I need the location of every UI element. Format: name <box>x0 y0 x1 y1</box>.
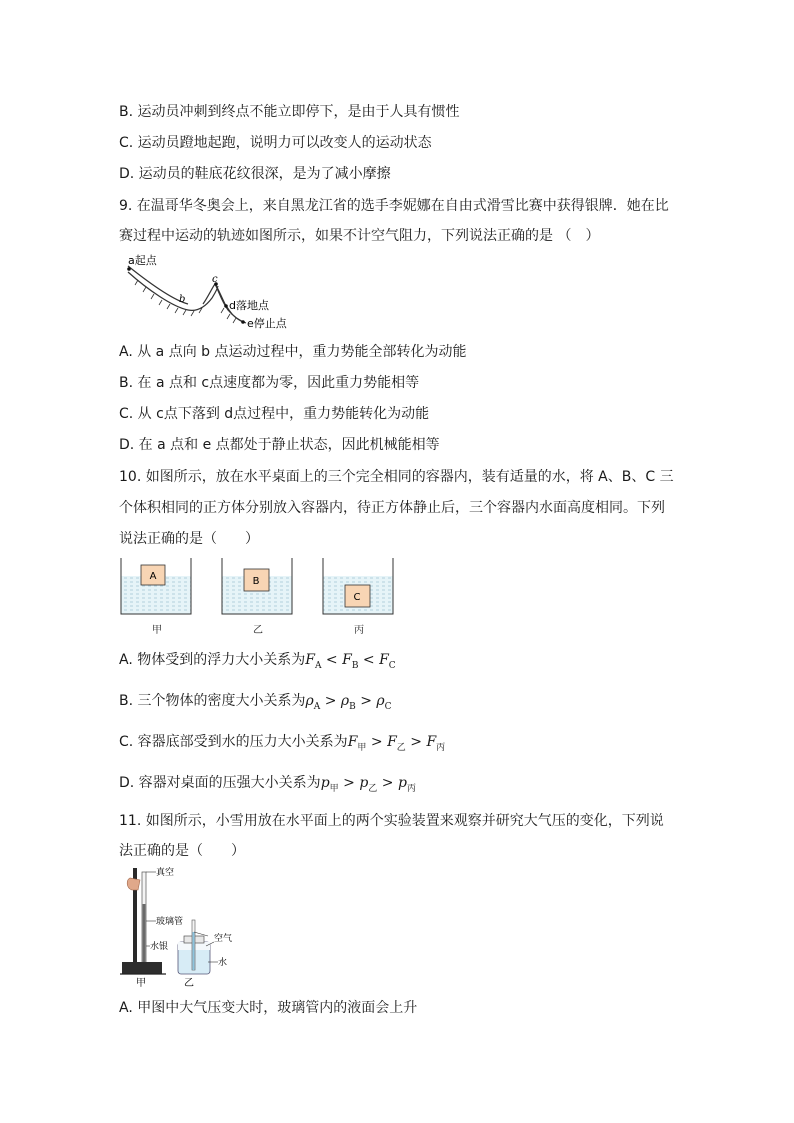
q11-stem-line1: 11. 如图所示，小雪用放在水平面上的两个实验装置来观察并研究大气压的变化，下列说 <box>119 813 664 829</box>
caption-yi-11: 乙 <box>184 978 194 989</box>
hand-icon <box>127 878 140 890</box>
q10-option-a: A. 物体受到的浮力大小关系为$F_A < F_B < F_C$ <box>119 652 396 671</box>
q10-stem-line3: 说法正确的是（ ） <box>119 531 259 547</box>
caption-bing: 丙 <box>354 625 364 636</box>
label-air: 空气 <box>214 934 233 944</box>
label-mercury: 水银 <box>150 942 169 952</box>
cube-c-label: C <box>353 592 361 603</box>
label-vacuum: 真空 <box>156 868 175 878</box>
containers-figure <box>118 556 398 616</box>
label-a-start: a起点 <box>128 254 157 267</box>
q10-option-d: D. 容器对桌面的压强大小关系为$p_甲 > p_乙 > p_丙$ <box>119 775 416 794</box>
q9-stem-line2: 赛过程中运动的轨迹如图所示，如果不计空气阻力，下列说法正确的是 （ ） <box>119 228 600 244</box>
caption-yi: 乙 <box>253 625 263 636</box>
label-c: c <box>212 274 218 285</box>
q10-stem-line1: 10. 如图所示，放在水平桌面上的三个完全相同的容器内，装有适量的水，将 A、B、C 三 <box>119 469 674 485</box>
q10-option-c: C. 容器底部受到水的压力大小关系为$F_甲 > F_乙 > F_丙$ <box>119 734 446 753</box>
bottle-tube-water <box>193 932 195 970</box>
caption-jia-11: 甲 <box>136 978 146 989</box>
mercury-trough <box>122 962 162 974</box>
label-water: 水 <box>218 958 228 968</box>
q8-option-c: C. 运动员蹬地起跑，说明力可以改变人的运动状态 <box>119 135 432 151</box>
q8-option-d: D. 运动员的鞋底花纹很深，是为了减小摩擦 <box>119 166 391 182</box>
point-e-dot <box>241 320 245 324</box>
cube-a-label: A <box>149 571 157 582</box>
cube-b-label: B <box>252 576 260 587</box>
q11-option-a: A. 甲图中大气压变大时，玻璃管内的液面会上升 <box>119 1000 418 1016</box>
point-d-dot <box>224 304 228 308</box>
q11-stem-line2: 法正确的是（ ） <box>119 843 245 859</box>
label-b: b <box>179 294 186 305</box>
q8-option-b: B. 运动员冲刺到终点不能立即停下，是由于人具有惯性 <box>119 104 460 120</box>
q9-option-c: C. 从 c点下落到 d点过程中，重力势能转化为动能 <box>119 406 430 422</box>
q9-option-a: A. 从 a 点向 b 点运动过程中，重力势能全部转化为动能 <box>119 344 467 360</box>
label-d-landing: d落地点 <box>229 299 269 312</box>
q9-option-d: D. 在 a 点和 e 点都处于静止状态，因此机械能相等 <box>119 437 440 453</box>
mercury-column <box>143 904 146 964</box>
ski-trajectory-figure <box>118 252 318 332</box>
q10-option-b: B. 三个物体的密度大小关系为$\rho_A > \rho_B > \rho_C$ <box>119 693 392 712</box>
q9-option-b: B. 在 a 点和 c点速度都为零，因此重力势能相等 <box>119 375 420 391</box>
barometer-figure <box>118 866 248 990</box>
q9-stem-line1: 9. 在温哥华冬奥会上，来自黑龙江省的选手李妮娜在自由式滑雪比赛中获得银牌．她在比 <box>119 198 669 214</box>
caption-jia: 甲 <box>152 625 162 636</box>
label-e-stop: e停止点 <box>247 317 287 330</box>
label-glass-tube: 玻璃管 <box>156 917 184 927</box>
point-a-dot <box>127 267 131 271</box>
q10-stem-line2: 个体积相同的正方体分别放入容器内，待正方体静止后，三个容器内水面高度相同。下列 <box>119 500 665 516</box>
